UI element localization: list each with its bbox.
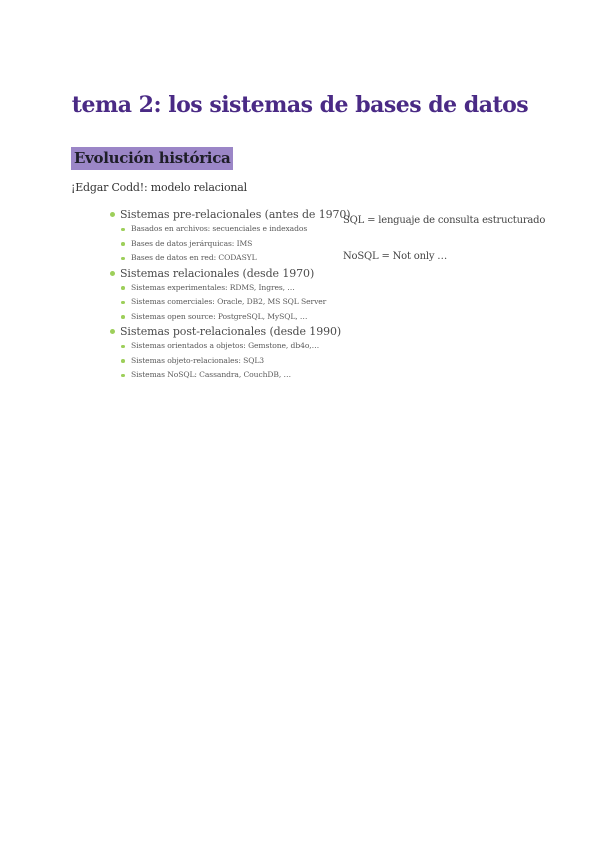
page-title: tema 2: los sistemas de bases de datos (71, 92, 529, 118)
bullet-icon (121, 345, 125, 349)
bullet-icon (121, 242, 125, 246)
bullet-icon (110, 329, 115, 334)
list-subitem (110, 310, 350, 325)
bullet-icon (121, 257, 125, 261)
list-item-relational (110, 266, 350, 281)
list-subitem-label: Bases de datos en red: CODASYL (131, 253, 257, 262)
list-subitem-label: Basados en archivos: secuenciales e indexados (131, 224, 308, 233)
list-subitem (110, 354, 350, 369)
list-subitem-label: Sistemas objeto-relacionales: SQL3 (131, 355, 265, 365)
list-subitem-label: Sistemas orientados a objetos: Gemstone, db4o,… (131, 341, 320, 350)
list-item-post-relational (110, 324, 350, 339)
bullet-icon (121, 359, 125, 363)
list-subitem (110, 368, 350, 383)
list-subitem (110, 281, 350, 296)
list-item-pre-relational (110, 207, 350, 222)
list-subitem-label: Sistemas NoSQL: Cassandra, CouchDB, … (131, 370, 291, 379)
list-subitem (110, 295, 350, 310)
bullet-icon (110, 271, 115, 276)
bullet-icon (121, 228, 125, 232)
bullet-icon (121, 374, 125, 378)
history-list (110, 207, 350, 383)
bullet-icon (110, 212, 115, 217)
list-subitem-label: Sistemas experimentales: RDMS, Ingres, … (131, 282, 295, 292)
sql-note: SQL = lenguaje de consulta estructurado (343, 215, 546, 226)
list-item-label: Sistemas relacionales (desde 1970) (120, 266, 315, 280)
list-subitem (110, 222, 350, 237)
list-item-label: Sistemas post-relacionales (desde 1990) (120, 325, 342, 338)
bullet-icon (121, 301, 125, 305)
bullet-icon (121, 286, 125, 290)
section-heading: Evolución histórica (71, 147, 233, 170)
list-subitem (110, 339, 350, 354)
list-subitem (110, 251, 350, 266)
list-subitem (110, 237, 350, 252)
bullet-icon (121, 315, 125, 319)
list-subitem-label: Bases de datos jerárquicas: IMS (131, 238, 253, 248)
intro-text: ¡Edgar Codd!: modelo relacional (71, 181, 247, 194)
list-subitem-label: Sistemas open source: PostgreSQL, MySQL, … (131, 311, 308, 321)
list-subitem-label: Sistemas comerciales: Oracle, DB2, MS SQL Server (131, 297, 327, 306)
list-item-label: Sistemas pre-relacionales (antes de 1970) (120, 208, 351, 221)
nosql-note: NoSQL = Not only … (343, 251, 448, 262)
